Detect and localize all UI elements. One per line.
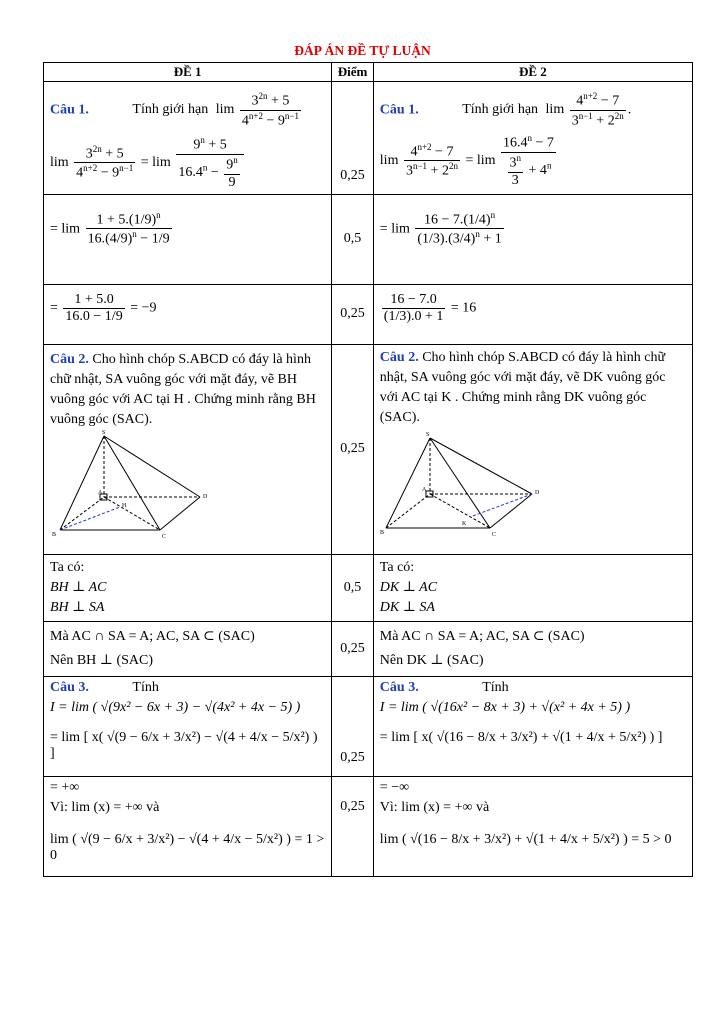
cau3-label-de2: Câu 3. <box>379 679 419 695</box>
vi-de1: Vì: <box>50 799 68 815</box>
cell-de1-step3: = $\frac{1 + 5.0}{16.0 - 1/9}$ = −9 <box>44 284 332 344</box>
label-d: D <box>203 493 208 500</box>
cau1-prompt: Tính giới hạn <box>132 102 209 118</box>
cell-de2-ma <box>373 621 692 676</box>
cau3-de2-inf: = −∞ <box>379 779 410 795</box>
cau1-de1-result: = −9 <box>130 300 157 316</box>
answer-table <box>43 62 693 877</box>
cau1-prompt-de2: Tính giới hạn <box>462 102 539 118</box>
de1-line2: BH ⊥ SA <box>50 599 105 615</box>
cau1-de2-result: = 16 <box>450 300 477 316</box>
score-cell: 0,25 <box>332 621 373 676</box>
pyramid-figure-de2 <box>380 432 545 544</box>
va-de1: và <box>146 799 160 815</box>
cell-de1-cau2 <box>44 344 332 554</box>
cell-de2-final: = −∞ Vì: lim (x) = +∞ và lim ( √(16 − 8/x + 3/x²) + √(1 + 4/x + 5/x²) ) = 5 > 0 <box>373 776 692 876</box>
label-c: C <box>162 533 167 540</box>
cell-de1-step2: = lim $\frac{1 + 5.(1/9)^n}{16.(4/9)^n - 1/9}$ <box>44 194 332 284</box>
cell-de2-taco <box>373 554 692 621</box>
table-row <box>44 621 693 676</box>
cau2-label: Câu 2. <box>50 351 89 367</box>
cau3-prompt-de2: Tính <box>482 679 509 695</box>
cau3-de1-inf: = +∞ <box>50 779 80 795</box>
page-title: ĐÁP ÁN ĐỀ TỰ LUẬN <box>294 43 431 58</box>
table-row <box>44 284 693 344</box>
cell-de2-step2: = lim $\frac{16 - 7.(1/4)^n}{(1/3).(3/4)^n + 1}$ <box>373 194 692 284</box>
score-cell: 0,5 <box>332 194 373 284</box>
nen-de2: Nên DK ⊥ (SAC) <box>379 652 484 668</box>
table-row <box>44 344 693 554</box>
va-de2: và <box>475 799 490 815</box>
de2-line1: DK ⊥ AC <box>379 579 438 595</box>
score-cell: 0,5 <box>332 554 373 621</box>
cell-de2-step3: $\frac{16 - 7.0}{(1/3).0 + 1}$ = 16 <box>373 284 692 344</box>
table-row <box>44 554 693 621</box>
label-d-de2: D <box>534 489 540 496</box>
score-cell: 0,25 <box>332 676 373 776</box>
cau3-label: Câu 3. <box>50 679 89 695</box>
cau3-prompt: Tính <box>132 679 159 695</box>
label-s: S <box>102 429 106 436</box>
cell-de1-ma <box>44 621 332 676</box>
taco-de1: Ta có: <box>50 559 85 575</box>
cau2-de1-text: Cho hình chóp S.ABCD có đáy là hình chữ nhật, SA vuông góc với mặt đáy, vẽ BH vuông góc với AC tại H . Chứng minh rằng BH vuông góc (SAC). <box>50 351 316 427</box>
cau1-label-de2: Câu 1. <box>379 102 419 118</box>
label-k-de2: K <box>461 520 467 527</box>
table-row <box>44 194 693 284</box>
header-de1: ĐỀ 1 <box>44 63 332 82</box>
cell-de1-final: = +∞ Vì: lim (x) = +∞ và lim ( √(9 − 6/x + 3/x²) − √(4 + 4/x − 5/x²) ) = 1 > 0 <box>44 776 332 876</box>
nen-de1: Nên BH ⊥ (SAC) <box>50 652 153 668</box>
score-cell: 0,25 <box>332 344 373 554</box>
cau2-label-de2: Câu 2. <box>379 349 419 365</box>
score-cell: 0,25 <box>332 82 373 195</box>
de1-line1: BH ⊥ AC <box>50 579 107 595</box>
label-h: H <box>122 502 127 509</box>
table-row <box>44 676 693 776</box>
ma-de2: Mà AC ∩ SA = A; AC, SA ⊂ (SAC) <box>379 628 585 644</box>
ma-de1: Mà AC ∩ SA = A; AC, SA ⊂ (SAC) <box>50 628 255 644</box>
de2-line2: DK ⊥ SA <box>379 599 435 615</box>
vi-de2: Vì: <box>379 799 398 815</box>
label-c-de2: C <box>491 531 496 538</box>
label-s-de2: S <box>425 431 430 438</box>
label-b: B <box>52 531 57 538</box>
table-row <box>44 776 693 876</box>
label-b-de2: B <box>379 529 384 536</box>
header-diem: Điểm <box>332 63 373 82</box>
score-cell: 0,25 <box>332 776 373 876</box>
score-cell: 0,25 <box>332 284 373 344</box>
cell-de2-cau3: Câu 3. Tính I = lim ( √(16x² − 8x + 3) + √(x² + 4x + 5) ) = lim [ x( √(16 − 8/x + 3/x²) + √(1 + 4/x + 5/x²) ) ] <box>373 676 692 776</box>
cau1-label: Câu 1. <box>50 102 89 118</box>
label-a: A <box>98 489 103 496</box>
cell-de2-cau2 <box>373 344 692 554</box>
table-row <box>44 82 693 195</box>
label-a-de2: A <box>421 486 427 493</box>
pyramid-figure-de1 <box>50 429 215 546</box>
cell-de1-cau1: Câu 1. Tính giới hạn lim $\frac{3^{2n} + 5}{4^{n+2} - 9^{n-1}}$ lim $\frac{3^{2n} + 5}{4^{n+2} - 9^{n-1}}$ = lim $9^n + 5$ $16.4^n$ − $\frac{9^n}{9}$ <box>44 82 332 195</box>
cell-de2-cau1: Câu 1. Tính giới hạn lim $\frac{4^{n+2} - 7}{3^{n-1} + 2^{2n}}$ . lim $\frac{4^{n+2} - 7}{3^{n-1} + 2^{2n}}$ = lim $16.4^n - 7$ $\frac{3^n}{3}$ + $4^n$ <box>373 82 692 195</box>
header-de2: ĐỀ 2 <box>373 63 692 82</box>
cell-de1-cau3: Câu 3. Tính I = lim ( √(9x² − 6x + 3) − √(4x² + 4x − 5) ) = lim [ x( √(9 − 6/x + 3/x²) − √(4 + 4/x − 5/x²) ) ] <box>44 676 332 776</box>
header-row <box>44 63 693 82</box>
cau2-de2-text: Cho hình chóp S.ABCD có đáy là hình chữ nhật, SA vuông góc với mặt đáy, vẽ DK vuông góc với AC tại K . Chứng minh rằng DK vuông góc (SAC). <box>379 349 666 425</box>
taco-de2: Ta có: <box>379 559 415 575</box>
cell-de1-taco <box>44 554 332 621</box>
